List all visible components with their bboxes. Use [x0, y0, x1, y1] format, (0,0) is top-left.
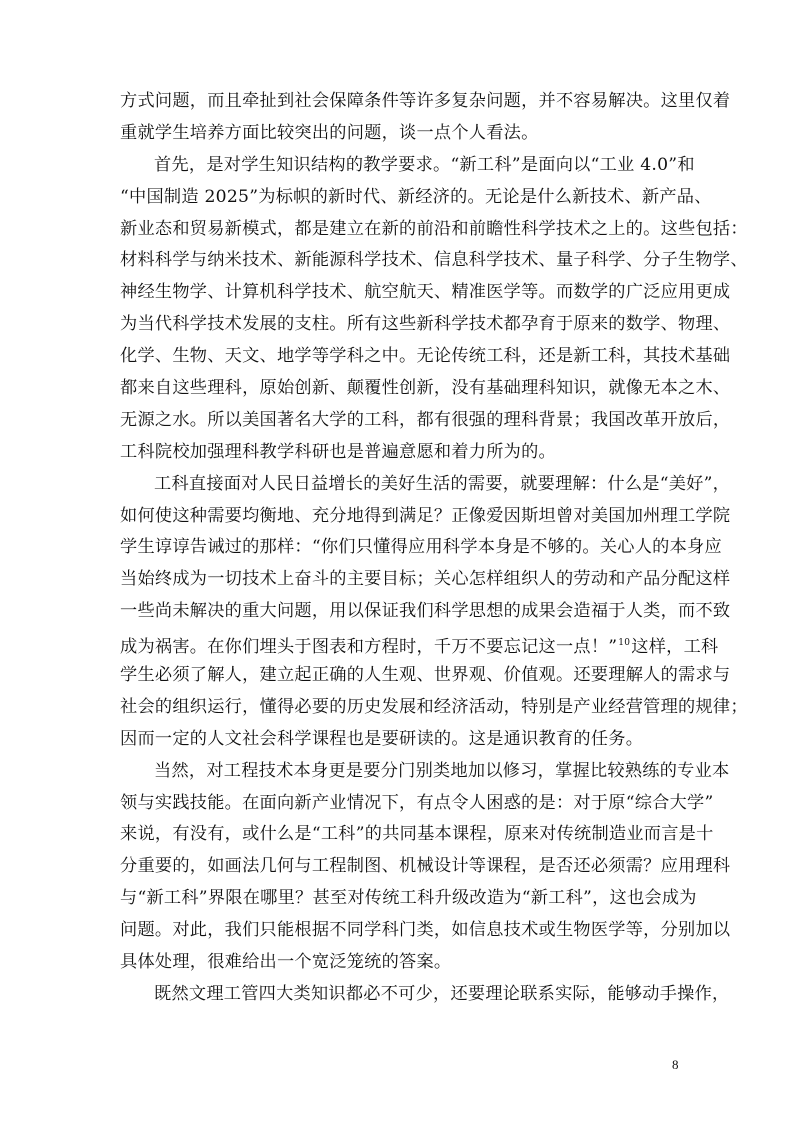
paragraph [120, 150, 748, 469]
text-line: 具体处理，很难给出一个宽泛笼统的答案。 [120, 952, 452, 973]
page-number: 8 [672, 1057, 679, 1072]
text-line: 化学、生物、天文、地学等学科之中。无论传统工科，还是新工科，其技术基础 [120, 346, 731, 367]
text-line: 如何使这种需要均衡地、充分地得到满足？正像爱因斯坦曾对美国加州理工学院 [120, 505, 731, 526]
text-line: 都来自这些理科，原始创新、颠覆性创新，没有基础理科知识，就像无本之木、 [120, 378, 731, 399]
text-line: 工科直接面对人民日益增长的美好生活的需要，就要理解：什么是“美好”， [154, 473, 731, 494]
text-line-with-footnote [120, 628, 719, 660]
paragraph [120, 86, 731, 150]
text-line: 新业态和贸易新模式，都是建立在新的前沿和前瞻性科学技术之上的。这些包括： [120, 218, 748, 239]
body-text [120, 86, 748, 1011]
text-line: 首先，是对学生知识结构的教学要求。“新工科”是面向以“工业 4.0”和 [154, 154, 695, 175]
text-segment: 这样，工科 [631, 637, 719, 658]
text-line: 学生谆谆告诫过的那样：“你们只懂得应用科学本身是不够的。关心人的本身应 [120, 537, 722, 558]
text-line: 当始终成为一切技术上奋斗的主要目标；关心怎样组织人的劳动和产品分配这样 [120, 569, 731, 590]
text-line: 无源之水。所以美国著名大学的工科，都有很强的理科背景；我国改革开放后， [120, 409, 731, 430]
paragraph [120, 756, 731, 979]
text-line: 社会的组织运行，懂得必要的历史发展和经济活动，特别是产业经营管理的规律； [120, 696, 748, 717]
text-line: 为当代科学技术发展的支柱。所有这些新科学技术都孕育于原来的数学、物理、 [120, 314, 731, 335]
text-line: 领与实践技能。在面向新产业情况下，有点令人困惑的是：对于原“综合大学” [120, 792, 714, 813]
text-line: 学生必须了解人，建立起正确的人生观、世界观、价值观。还要理解人的需求与 [120, 665, 731, 686]
text-line: 问题。对此，我们只能根据不同学科门类，如信息技术或生物医学等，分别加以 [120, 920, 731, 941]
text-line: 分重要的，如画法几何与工程制图、机械设计等课程，是否还必须需？应用理科 [120, 856, 731, 877]
text-line: 来说，有没有，或什么是“工科”的共同基本课程，原来对传统制造业而言是十 [120, 824, 714, 845]
text-line: “中国制造 2025”为标帜的新时代、新经济的。无论是什么新技术、新产品、 [120, 186, 712, 207]
text-line: 因而一定的人文社会科学课程也是要研读的。这是通识教育的任务。 [120, 728, 644, 749]
paragraph [120, 979, 730, 1011]
text-line: 既然文理工管四大类知识都必不可少，还要理论联系实际，能够动手操作， [154, 983, 730, 1004]
text-line: 当然，对工程技术本身更是要分门别类地加以修习，掌握比较熟练的专业本 [154, 760, 730, 781]
footnote-marker: 10 [618, 638, 631, 649]
text-line: 与“新工科”界限在哪里？甚至对传统工科升级改造为“新工科”，这也会成为 [120, 888, 697, 909]
text-line: 工科院校加强理科教学科研也是普遍意愿和着力所为的。 [120, 441, 556, 462]
text-line: 方式问题，而且牵扯到社会保障条件等许多复杂问题，并不容易解决。这里仅着 [120, 91, 731, 111]
text-line: 一些尚未解决的重大问题，用以保证我们科学思想的成果会造福于人类，而不致 [120, 601, 731, 622]
paragraph [120, 469, 748, 756]
text-line: 重就学生培养方面比较突出的问题，谈一点个人看法。 [120, 122, 539, 143]
text-segment: 成为祸害。在你们埋头于图表和方程时，千万不要忘记这一点！” [120, 637, 618, 658]
text-line: 材料科学与纳米技术、新能源科学技术、信息科学技术、量子科学、分子生物学、 [120, 250, 748, 271]
text-line: 神经生物学、计算机科学技术、航空航天、精准医学等。而数学的广泛应用更成 [120, 282, 731, 303]
